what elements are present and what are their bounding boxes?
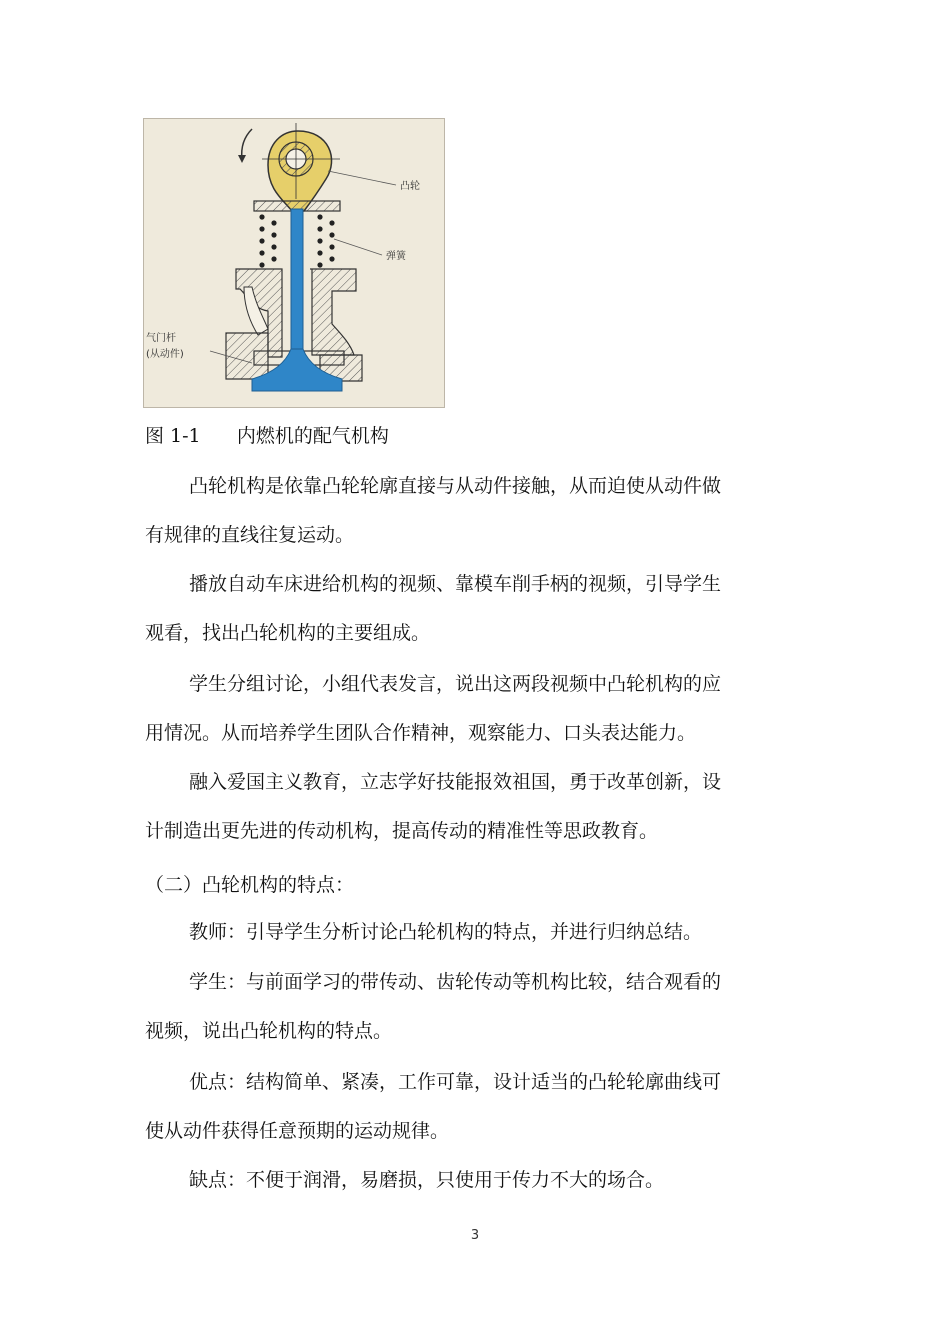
paragraph-teacher bbox=[145, 908, 810, 957]
paragraph-cam-definition bbox=[145, 462, 810, 560]
follower-label: (从动件) bbox=[146, 349, 184, 360]
text-line: 教师：引导学生分析讨论凸轮机构的特点，并进行归纳总结。 bbox=[189, 921, 703, 943]
cam-label: 凸轮 bbox=[400, 181, 420, 192]
text-line: 优点：结构简单、紧凑，工作可靠，设计适当的凸轮轮廓曲线可 bbox=[189, 1071, 722, 1093]
paragraph-advantages bbox=[145, 1058, 810, 1156]
paragraph-education bbox=[145, 758, 810, 856]
paragraph-discussion bbox=[145, 660, 810, 758]
text-line: 有规律的直线往复运动。 bbox=[145, 524, 355, 546]
text-line: 观看，找出凸轮机构的主要组成。 bbox=[145, 622, 431, 644]
section-heading: （二）凸轮机构的特点： bbox=[145, 874, 355, 896]
rotation-arrow-icon bbox=[242, 129, 252, 159]
valve-train-figure bbox=[143, 118, 445, 408]
text-line: 使从动件获得任意预期的运动规律。 bbox=[145, 1120, 450, 1142]
cam bbox=[262, 123, 340, 211]
text-line: 计制造出更先进的传动机构，提高传动的精准性等思政教育。 bbox=[145, 820, 659, 842]
paragraph-video bbox=[145, 560, 810, 658]
valve-rod-label: 气门杆 bbox=[146, 333, 176, 344]
page-number: 3 bbox=[470, 1228, 480, 1243]
text-line: 凸轮机构是依靠凸轮轮廓直接与从动件接触，从而迫使从动件做 bbox=[189, 475, 722, 497]
spring-label: 弹簧 bbox=[386, 251, 406, 262]
caption-number: 图 1-1 bbox=[145, 425, 201, 447]
text-line: 学生分组讨论，小组代表发言，说出这两段视频中凸轮机构的应 bbox=[189, 673, 722, 695]
caption-title: 内燃机的配气机构 bbox=[236, 425, 389, 447]
valve-train-diagram bbox=[144, 119, 444, 407]
text-line: 视频，说出凸轮机构的特点。 bbox=[145, 1020, 393, 1042]
text-line: 缺点：不便于润滑，易磨损，只使用于传力不大的场合。 bbox=[189, 1169, 665, 1191]
text-line: 用情况。从而培养学生团队合作精神，观察能力、口头表达能力。 bbox=[145, 722, 697, 744]
paragraph-disadvantages bbox=[145, 1156, 810, 1205]
paragraph-student bbox=[145, 958, 810, 1056]
text-line: 学生：与前面学习的带传动、齿轮传动等机构比较，结合观看的 bbox=[189, 971, 722, 993]
text-line: 融入爱国主义教育，立志学好技能报效祖国，勇于改革创新，设 bbox=[189, 771, 722, 793]
figure-caption bbox=[145, 421, 389, 448]
text-line: 播放自动车床进给机构的视频、靠模车削手柄的视频，引导学生 bbox=[189, 573, 722, 595]
